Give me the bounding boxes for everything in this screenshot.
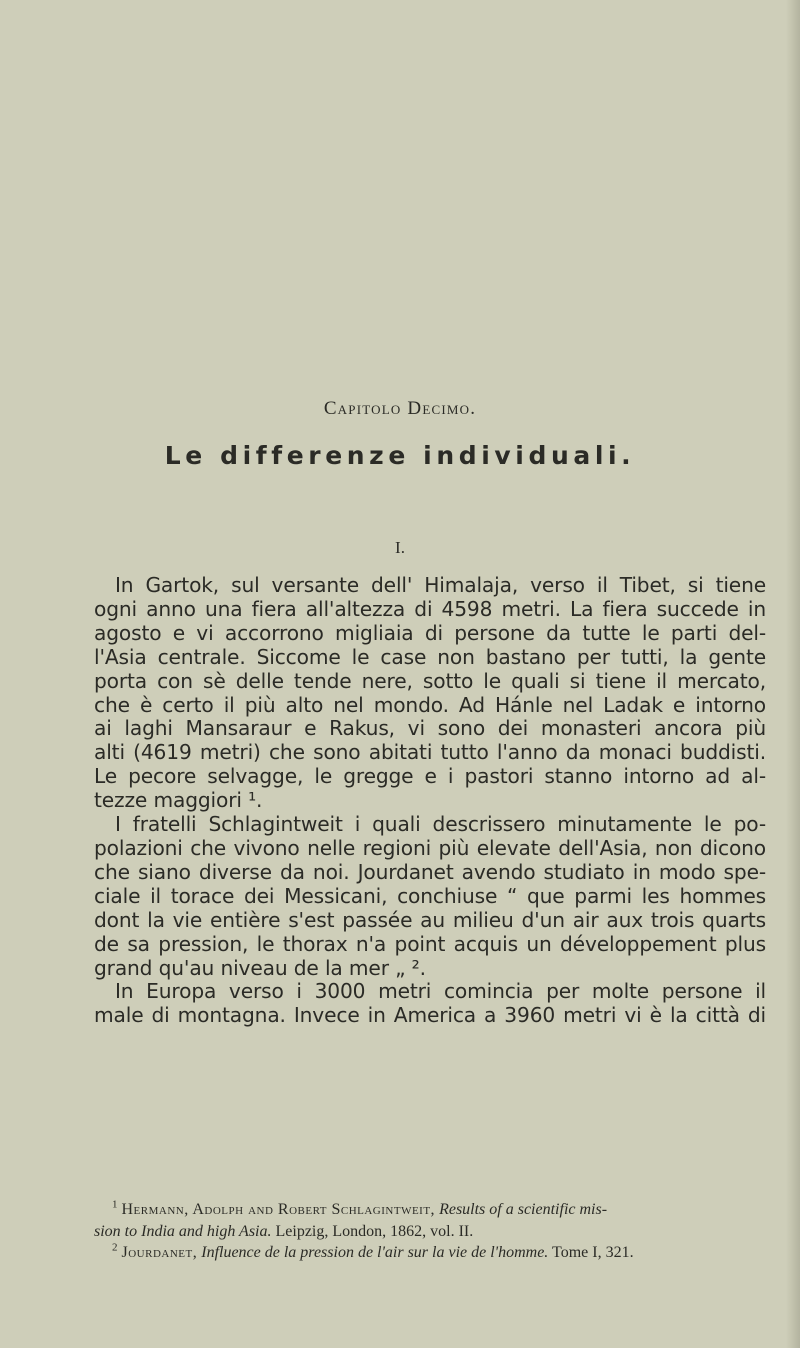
footnote-1 [94,1199,766,1221]
section-number: I. [395,538,405,557]
footnote-detail: Tome I, 321. [552,1244,634,1261]
footnote-title: Results of a scientific mis- [439,1201,608,1218]
footnote-marker: 1 [112,1198,118,1211]
text-line: male di montagna. Invece in America a 3960 metri vi è la città di [94,1003,766,1028]
text-line: de sa pression, le thorax n'a point acquis un développement plus [94,931,766,956]
footnote-1-cont [94,1221,766,1243]
body-text [94,574,766,1028]
chapter-heading: Capitolo Decimo. [323,398,477,419]
text-line: In Gartok, sul versante dell' Himalaja, verso il Tibet, si tiene [115,573,766,597]
text-line: che siano diverse da noi. Jourdanet avendo studiato in modo spe- [94,859,766,884]
footnote-detail: Leipzig, London, 1862, vol. II. [275,1222,474,1240]
text-line: che è certo il più alto nel mondo. Ad Hánle nel Ladak e intorno [94,692,766,717]
footnote-author: Hermann, Adolph and Robert Schlagintweit, [121,1201,436,1218]
text-line: Le pecore selvagge, le gregge e i pastori stanno intorno ad al- [94,764,766,789]
text-line: ai laghi Mansaraur e Rakus, vi sono dei monasteri ancora più [94,716,766,741]
text-line: ogni anno una fiera all'altezza di 4598 metri. La fiera succede in [94,596,766,621]
text-line: agosto e vi accorrono migliaia di persone da tutte le parti del- [94,620,766,645]
footnote-2 [94,1242,766,1264]
text-line: I fratelli Schlagintweit i quali descrissero minutamente le po- [115,812,766,837]
footnotes [94,1199,766,1264]
footnote-title: sion to India and high Asia. [94,1222,272,1240]
text-line: alti (4619 metri) che sono abitati tutto l'anno da monaci buddisti. [94,740,766,765]
chapter-title: Le differenze individuali. [164,441,636,470]
footnote-marker: 2 [112,1241,118,1254]
text-line: porta con sè delle tende nere, sotto le quali si tiene il mercato, [94,668,766,693]
footnote-author: Jourdanet, [121,1244,198,1261]
text-line: polazioni che vivono nelle regioni più elevate dell'Asia, non dicono [94,835,766,860]
text-line: l'Asia centrale. Siccome le case non bastano per tutti, la gente [94,644,766,669]
text-line: ciale il torace dei Messicani, conchiuse “ que parmi les hommes [94,883,766,908]
text-line: grand qu'au niveau de la mer „ ². [94,955,426,980]
text-line: tezze maggiori ¹. [94,788,263,813]
page-edge-shadow [786,0,800,1348]
footnote-title: Influence de la pression de l'air sur la vie de l'homme. [201,1244,549,1261]
text-line: In Europa verso i 3000 metri comincia per molte persone il [115,979,766,1004]
text-line: dont la vie entière s'est passée au milieu d'un air aux trois quarts [94,907,766,932]
